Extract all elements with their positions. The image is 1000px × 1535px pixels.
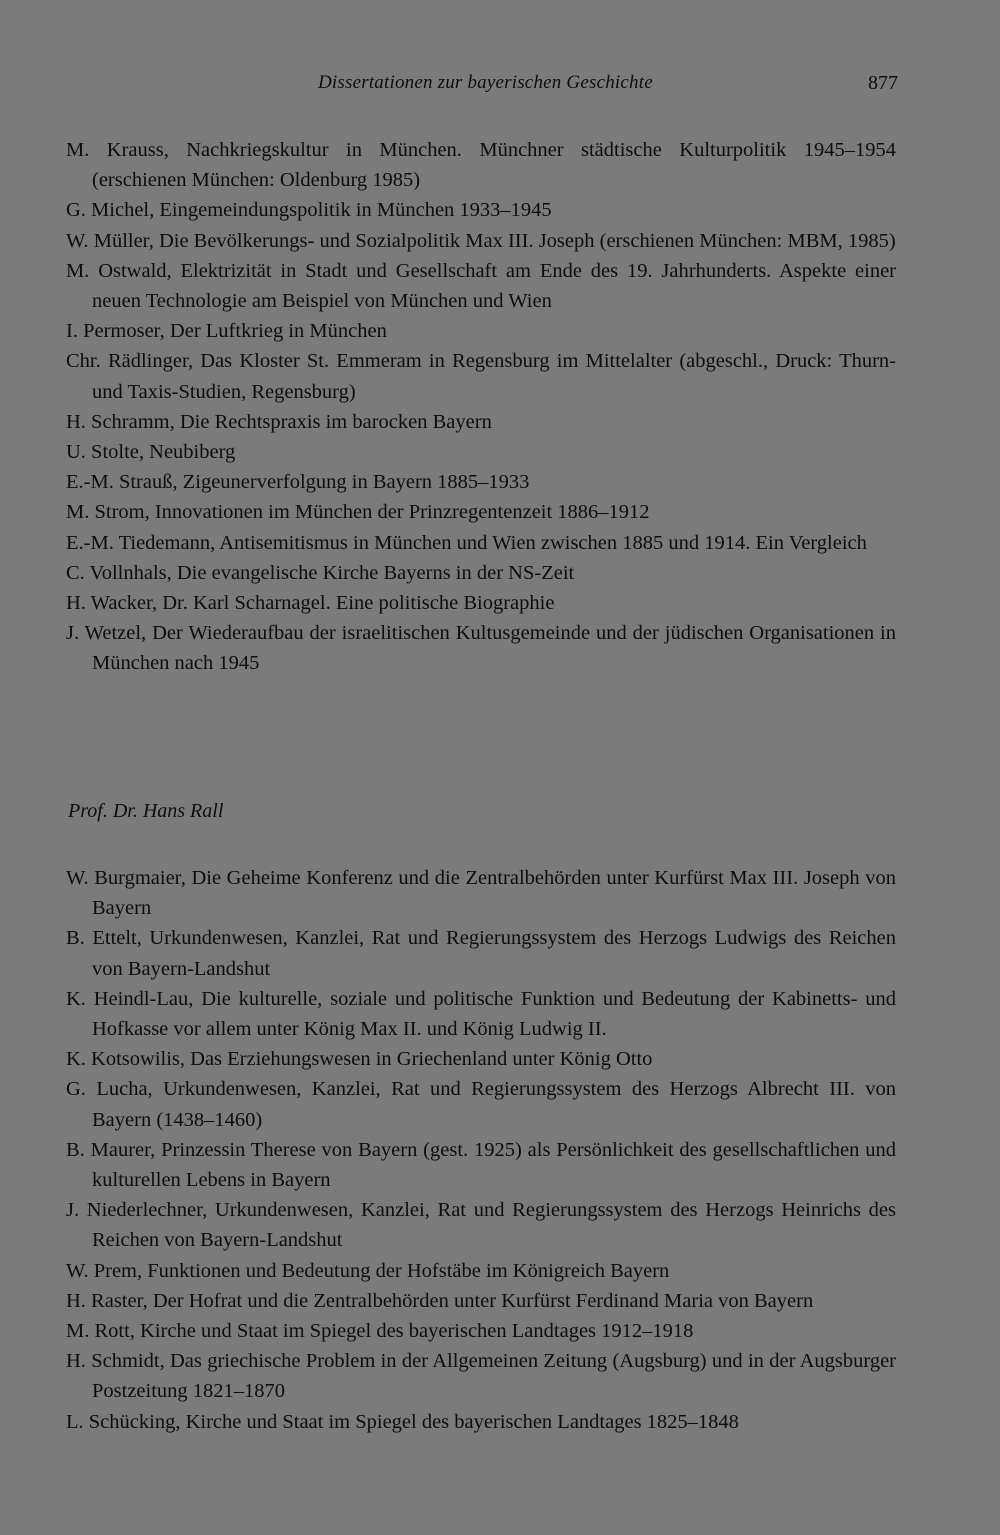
list-item: U. Stolte, Neubiberg	[66, 441, 236, 464]
list-item: W. Müller, Die Bevölkerungs- und Sozialpolitik Max III. Joseph (erschienen München: MBM, 1985)	[66, 229, 896, 252]
dissertation-list-1	[66, 135, 896, 679]
list-item: W. Prem, Funktionen und Bedeutung der Hofstäbe im Königreich Bayern	[66, 1259, 670, 1282]
list-item: E.-M. Tiedemann, Antisemitismus in München und Wien zwischen 1885 und 1914. Ein Vergleich	[66, 531, 867, 554]
list-item: M. Strom, Innovationen im München der Prinzregentenzeit 1886–1912	[66, 501, 650, 524]
list-item: M. Ostwald, Elektrizität in Stadt und Gesellschaft am Ende des 19. Jahrhunderts. Aspekte einer neuen Technologie am Beispiel von München und Wien	[66, 259, 896, 313]
list-item: L. Schücking, Kirche und Staat im Spiegel des bayerischen Landtages 1825–1848	[66, 1410, 739, 1433]
list-item: E.-M. Strauß, Zigeunerverfolgung in Bayern 1885–1933	[66, 471, 530, 494]
list-item: G. Michel, Eingemeindungspolitik in München 1933–1945	[66, 199, 552, 222]
list-item: H. Wacker, Dr. Karl Scharnagel. Eine politische Biographie	[66, 592, 555, 615]
list-item: M. Krauss, Nachkriegskultur in München. Münchner städtische Kulturpolitik 1945–1954 (erschienen München: Oldenburg 1985)	[66, 139, 896, 192]
running-header	[0, 70, 1000, 100]
list-item: W. Burgmaier, Die Geheime Konferenz und die Zentralbehörden unter Kurfürst Max III. Joseph von Bayern	[66, 867, 896, 920]
list-item: M. Rott, Kirche und Staat im Spiegel des bayerischen Landtages 1912–1918	[66, 1320, 694, 1343]
list-item: H. Schmidt, Das griechische Problem in der Allgemeinen Zeitung (Augsburg) und in der Augsburger Postzeitung 1821–1870	[66, 1350, 896, 1403]
list-item: Chr. Rädlinger, Das Kloster St. Emmeram in Regensburg im Mittelalter (abgeschl., Druck: Thurn- und Taxis-Studien, Regensburg)	[66, 350, 896, 403]
list-item: G. Lucha, Urkundenwesen, Kanzlei, Rat und Regierungssystem des Herzogs Albrecht III. von Bayern (1438–1460)	[66, 1078, 896, 1131]
running-title: Dissertationen zur bayerischen Geschichte	[318, 72, 653, 93]
list-item: B. Ettelt, Urkundenwesen, Kanzlei, Rat und Regierungssystem des Herzogs Ludwigs des Reichen von Bayern-Landshut	[66, 927, 896, 980]
list-item: J. Wetzel, Der Wiederaufbau der israelitischen Kultusgemeinde und der jüdischen Organisationen in München nach 1945	[66, 622, 896, 675]
list-item: C. Vollnhals, Die evangelische Kirche Bayerns in der NS-Zeit	[66, 561, 575, 584]
list-item: J. Niederlechner, Urkundenwesen, Kanzlei, Rat und Regierungssystem des Herzogs Heinrichs des Reichen von Bayern-Landshut	[66, 1199, 896, 1252]
section-heading: Prof. Dr. Hans Rall	[68, 800, 224, 822]
list-item: H. Schramm, Die Rechtspraxis im barocken Bayern	[66, 410, 492, 433]
page-number: 877	[868, 72, 898, 94]
list-item: K. Heindl-Lau, Die kulturelle, soziale und politische Funktion und Bedeutung der Kabinetts- und Hofkasse vor allem unter König Max II. und König Ludwig II.	[66, 987, 896, 1041]
list-item: K. Kotsowilis, Das Erziehungswesen in Griechenland unter König Otto	[66, 1048, 653, 1071]
list-item: I. Permoser, Der Luftkrieg in München	[66, 320, 387, 343]
list-item: B. Maurer, Prinzessin Therese von Bayern (gest. 1925) als Persönlichkeit des gesellschaftlichen und kulturellen Lebens in Bayern	[66, 1138, 896, 1192]
list-item: H. Raster, Der Hofrat und die Zentralbehörden unter Kurfürst Ferdinand Maria von Bayern	[66, 1289, 814, 1312]
dissertation-list-2	[66, 863, 896, 1437]
